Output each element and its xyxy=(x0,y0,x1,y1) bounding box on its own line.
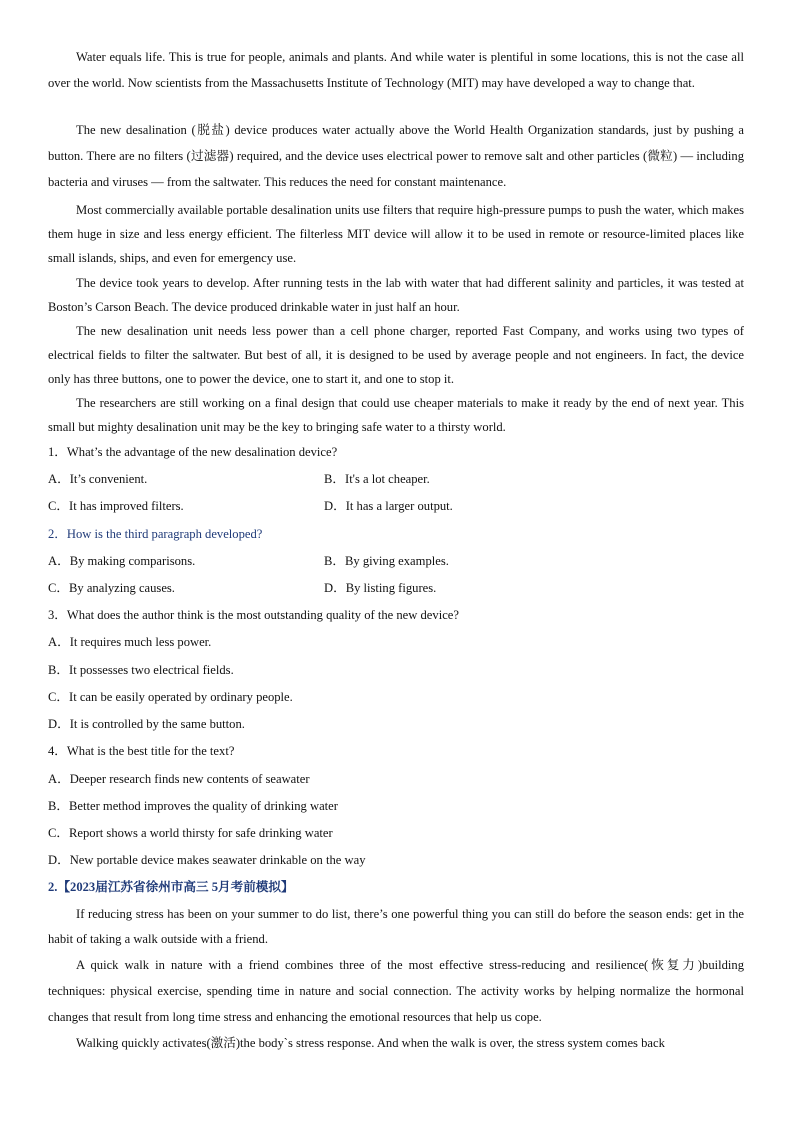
question-3-option-a[interactable]: A．It requires much less power. xyxy=(48,635,212,649)
question-2-option-c[interactable]: C．By analyzing causes. xyxy=(48,581,175,595)
question-3-option-d[interactable]: D．It is controlled by the same button. xyxy=(48,717,245,731)
question-2-stem: 2．How is the third paragraph developed? xyxy=(48,527,263,541)
question-1-option-d[interactable]: D．It has a larger output. xyxy=(324,499,453,513)
question-2-option-a[interactable]: A．By making comparisons. xyxy=(48,554,196,568)
question-1-option-c[interactable]: C．It has improved filters. xyxy=(48,499,184,513)
question-2-option-b[interactable]: B．By giving examples. xyxy=(324,554,449,568)
passage1-paragraph-3: Most commercially available portable desalination units use filters that require high-pressure pumps to push the water, which makes them huge in size and less energy efficient. The filterless MIT device will allow it to be used in remote or resource-limited places like small islands, ships, and even for emergency use. xyxy=(48,203,744,265)
passage1-paragraph-2: The new desalination (脱盐) device produces water actually above the World Health Organization standards, just by pushing a button. There are no filters (过滤器) required, and the device uses electrical power to remove salt and other particles (微粒) — including bacteria and viruses — from the saltwater. This reduces the need for constant maintenance. xyxy=(48,123,744,189)
question-3-option-c[interactable]: C．It can be easily operated by ordinary people. xyxy=(48,690,293,704)
question-4-option-c[interactable]: C．Report shows a world thirsty for safe drinking water xyxy=(48,826,333,840)
question-4-option-d[interactable]: D．New portable device makes seawater drinkable on the way xyxy=(48,853,366,867)
passage2-paragraph-3: Walking quickly activates(激活)the body`s stress response. And when the walk is over, the stress system comes back xyxy=(76,1036,665,1050)
question-2-option-d[interactable]: D．By listing figures. xyxy=(324,581,437,595)
question-4-stem: 4．What is the best title for the text? xyxy=(48,744,235,758)
passage2-heading: 2.【2023届江苏省徐州市高三 5月考前模拟】 xyxy=(48,880,294,894)
question-3-stem: 3．What does the author think is the most outstanding quality of the new device? xyxy=(48,608,459,622)
passage1-paragraph-1: Water equals life. This is true for people, animals and plants. And while water is plentiful in some locations, this is not the case all over the world. Now scientists from the Massachusetts Institute of Technology (MIT) may have developed a way to change that. xyxy=(48,50,744,90)
question-1-option-b[interactable]: B．It's a lot cheaper. xyxy=(324,472,430,486)
passage2-paragraph-1: If reducing stress has been on your summer to do list, there’s one powerful thing you can still do before the season ends: get in the habit of taking a walk outside with a friend. xyxy=(48,907,744,946)
question-1-stem: 1．What’s the advantage of the new desalination device? xyxy=(48,445,338,459)
question-3-option-b[interactable]: B．It possesses two electrical fields. xyxy=(48,663,234,677)
question-4-option-a[interactable]: A．Deeper research finds new contents of seawater xyxy=(48,772,310,786)
passage1-paragraph-5: The new desalination unit needs less power than a cell phone charger, reported Fast Company, and works using two types of electrical fields to filter the saltwater. But best of all, it is designed to be used by average people and not engineers. In fact, the device only has three buttons, one to power the device, one to start it, and one to stop it. xyxy=(48,324,744,386)
question-1-option-a[interactable]: A．It’s convenient. xyxy=(48,472,148,486)
passage1-paragraph-6: The researchers are still working on a final design that could use cheaper materials to make it ready by the end of next year. This small but mighty desalination unit may be the key to bringing safe water to a thirsty world. xyxy=(48,396,744,434)
passage1-paragraph-4: The device took years to develop. After running tests in the lab with water that had different salinity and particles, it was tested at Boston’s Carson Beach. The device produced drinkable water in just half an hour. xyxy=(48,276,744,314)
passage2-paragraph-2: A quick walk in nature with a friend combines three of the most effective stress-reducing and resilience(恢复力)building techniques: physical exercise, spending time in nature and social connection. The activity works by helping normalize the hormonal changes that result from long time stress and enhancing the emotional resources that help us cope. xyxy=(48,958,744,1024)
question-4-option-b[interactable]: B．Better method improves the quality of drinking water xyxy=(48,799,338,813)
